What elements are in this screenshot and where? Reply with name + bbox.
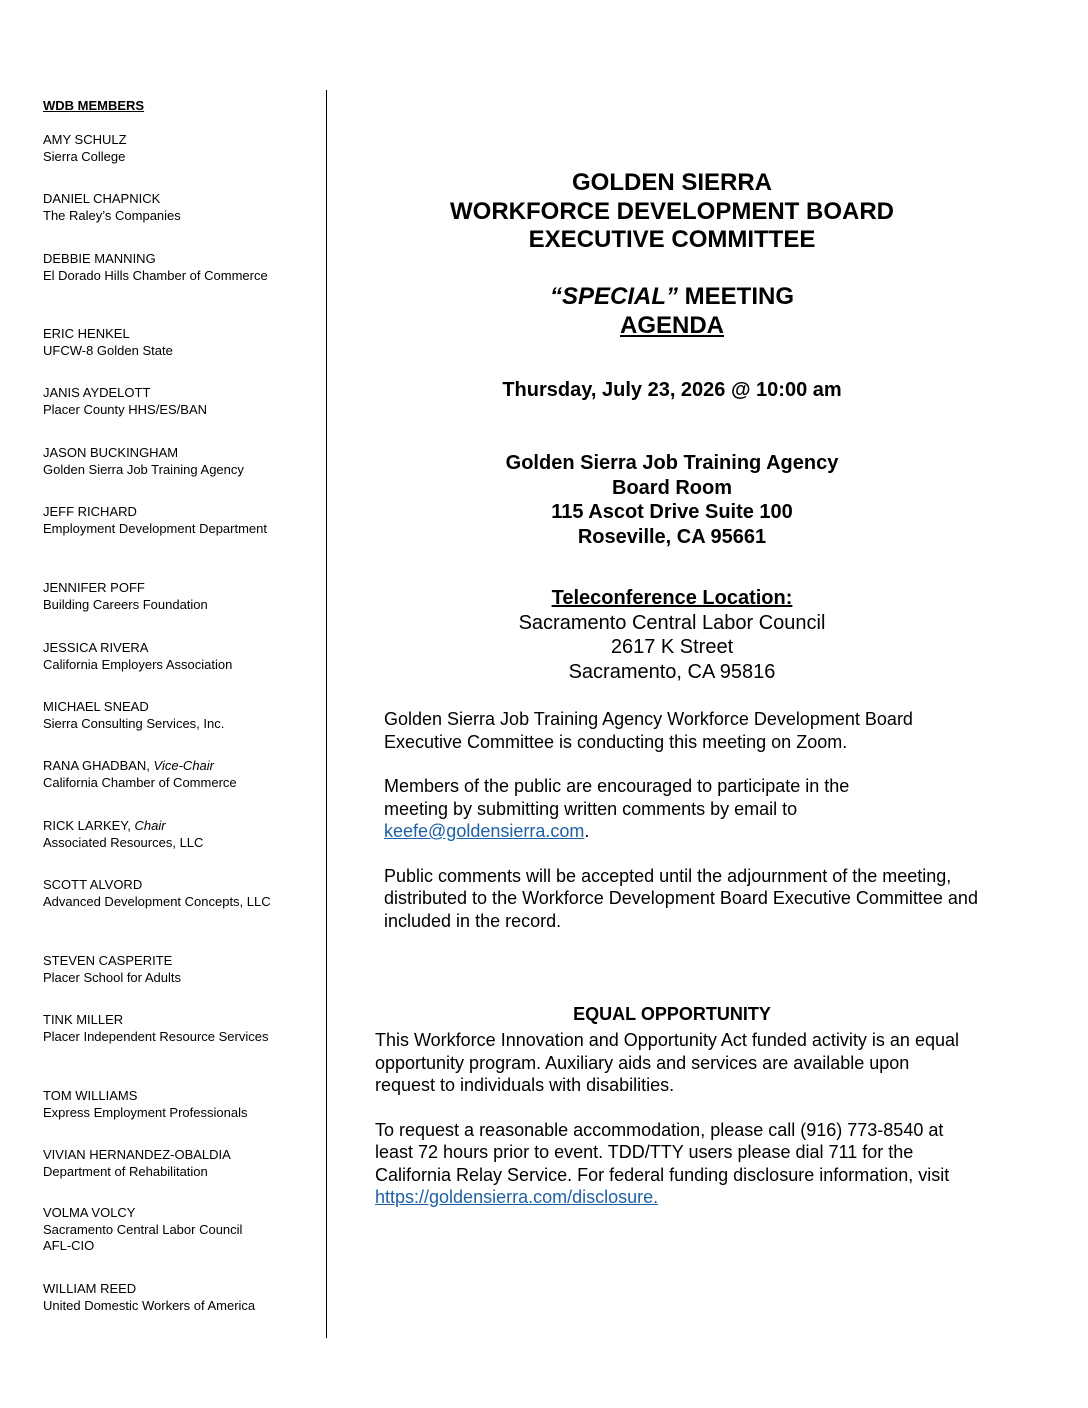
member-name bbox=[43, 953, 273, 970]
member-name bbox=[43, 877, 273, 894]
member-entry bbox=[43, 1088, 273, 1121]
member-name bbox=[43, 132, 273, 149]
title-line-2: WORKFORCE DEVELOPMENT BOARD bbox=[450, 197, 894, 225]
member-name bbox=[43, 326, 273, 343]
member-name bbox=[43, 758, 273, 775]
member-organization: Golden Sierra Job Training Agency bbox=[43, 461, 244, 477]
member-name bbox=[43, 251, 273, 268]
eo-paragraph-2 bbox=[375, 1119, 980, 1209]
member-name-text: TOM WILLIAMS bbox=[43, 1088, 138, 1103]
agenda-title bbox=[340, 169, 1004, 255]
member-name-text: VIVIAN HERNANDEZ-OBALDIA bbox=[43, 1147, 231, 1162]
member-entry bbox=[43, 326, 273, 359]
special-label: “SPECIAL” bbox=[549, 283, 678, 310]
member-name-text: WILLIAM REED bbox=[43, 1281, 137, 1296]
member-entry bbox=[43, 445, 273, 478]
member-entry bbox=[43, 699, 273, 732]
member-entry bbox=[43, 877, 273, 910]
column-divider bbox=[326, 90, 327, 1338]
location-line-3: 115 Ascot Drive Suite 100 bbox=[551, 501, 793, 523]
title-line-3: EXECUTIVE COMMITTEE bbox=[528, 226, 816, 253]
eo-paragraph-1: This Workforce Innovation and Opportunity Act funded activity is an equal opportunity program. Auxiliary aids and services are available upon request to individuals with disabilities. bbox=[375, 1030, 959, 1095]
zoom-paragraph-1: Golden Sierra Job Training Agency Workforce Development Board Executive Committee is conducting this meeting on Zoom. bbox=[384, 709, 913, 752]
member-entry bbox=[43, 132, 273, 165]
member-organization: Associated Resources, LLC bbox=[43, 834, 204, 850]
teleconference-line-2: 2617 K Street bbox=[610, 636, 734, 658]
member-name bbox=[43, 818, 273, 835]
member-name bbox=[43, 385, 273, 402]
member-entry bbox=[43, 1281, 273, 1314]
member-name-text: DEBBIE MANNING bbox=[43, 251, 156, 266]
agenda-label: AGENDA bbox=[619, 311, 724, 339]
meeting-label: MEETING bbox=[678, 283, 795, 310]
member-entry bbox=[43, 1205, 273, 1255]
teleconference-location bbox=[340, 586, 1004, 684]
member-entry bbox=[43, 640, 273, 673]
member-name-text: ERIC HENKEL bbox=[43, 326, 130, 341]
member-organization: Building Careers Foundation bbox=[43, 596, 208, 612]
member-name bbox=[43, 445, 273, 462]
member-organization: California Employers Association bbox=[43, 656, 233, 672]
member-name-text: JENNIFER POFF bbox=[43, 580, 145, 595]
location-line-1: Golden Sierra Job Training Agency bbox=[505, 452, 839, 474]
member-organization: Sacramento Central Labor Council AFL-CIO bbox=[43, 1221, 243, 1253]
member-name-text: DANIEL CHAPNICK bbox=[43, 191, 161, 206]
zoom-paragraph-2 bbox=[384, 775, 904, 843]
member-name-text: JASON BUCKINGHAM bbox=[43, 445, 179, 460]
location-line-2: Board Room bbox=[612, 476, 732, 499]
member-name-text: VOLMA VOLCY bbox=[43, 1205, 136, 1220]
title-line-1: GOLDEN SIERRA bbox=[571, 169, 772, 196]
member-organization: Advanced Development Concepts, LLC bbox=[43, 893, 271, 909]
member-name-text: AMY SCHULZ bbox=[43, 132, 127, 147]
member-name bbox=[43, 699, 273, 716]
member-name bbox=[43, 1205, 273, 1222]
member-entry bbox=[43, 251, 273, 284]
member-entry bbox=[43, 191, 273, 224]
member-organization: Sierra College bbox=[43, 148, 126, 164]
special-meeting-line bbox=[340, 283, 1004, 312]
member-name-text: RICK LARKEY, bbox=[43, 818, 131, 833]
member-organization: Department of Rehabilitation bbox=[43, 1163, 208, 1179]
member-entry bbox=[43, 1147, 273, 1180]
meeting-type bbox=[340, 283, 1004, 340]
member-name-text: JEFF RICHARD bbox=[43, 504, 137, 519]
member-entry bbox=[43, 504, 273, 537]
member-organization: UFCW-8 Golden State bbox=[43, 342, 173, 358]
member-organization: United Domestic Workers of America bbox=[43, 1297, 256, 1313]
member-name-text: JESSICA RIVERA bbox=[43, 640, 149, 655]
member-organization: Express Employment Professionals bbox=[43, 1104, 248, 1120]
member-name-text: MICHAEL SNEAD bbox=[43, 699, 149, 714]
zoom-notice bbox=[384, 708, 979, 932]
member-name bbox=[43, 1088, 273, 1105]
member-name-text: JANIS AYDELOTT bbox=[43, 385, 151, 400]
member-organization: Employment Development Department bbox=[43, 520, 267, 536]
member-name bbox=[43, 504, 273, 521]
member-name bbox=[43, 1281, 273, 1298]
member-entry bbox=[43, 385, 273, 418]
member-organization: The Raley’s Companies bbox=[43, 207, 181, 223]
member-organization: Placer School for Adults bbox=[43, 969, 182, 985]
member-role: Vice-Chair bbox=[153, 758, 214, 773]
member-name-text: TINK MILLER bbox=[43, 1012, 124, 1027]
zoom-paragraph-2-end: . bbox=[584, 821, 590, 841]
meeting-location bbox=[340, 451, 1004, 549]
member-entry bbox=[43, 818, 273, 851]
member-role: Chair bbox=[134, 818, 166, 833]
member-name-text: RANA GHADBAN, bbox=[43, 758, 150, 773]
member-organization: Placer Independent Resource Services bbox=[43, 1028, 269, 1044]
member-organization: El Dorado Hills Chamber of Commerce bbox=[43, 267, 268, 283]
member-entry bbox=[43, 1012, 273, 1045]
member-name bbox=[43, 191, 273, 208]
equal-opportunity-heading: EQUAL OPPORTUNITY bbox=[573, 1004, 771, 1024]
zoom-paragraph-3: Public comments will be accepted until the adjournment of the meeting, distributed to the Workforce Development Board Executive Committee and included in the record. bbox=[384, 865, 978, 931]
member-name-text: SCOTT ALVORD bbox=[43, 877, 143, 892]
member-entry bbox=[43, 580, 273, 613]
member-organization: Placer County HHS/ES/BAN bbox=[43, 401, 208, 417]
teleconference-line-3: Sacramento, CA 95816 bbox=[568, 660, 776, 683]
member-name bbox=[43, 640, 273, 657]
member-name bbox=[43, 1012, 273, 1029]
member-entry bbox=[43, 758, 273, 791]
member-organization: California Chamber of Commerce bbox=[43, 774, 237, 790]
zoom-paragraph-2-text: Members of the public are encouraged to participate in the meeting by submitting written comments by email to bbox=[384, 776, 850, 819]
meeting-datetime: Thursday, July 23, 2026 @ 10:00 am bbox=[502, 379, 842, 401]
teleconference-heading: Teleconference Location: bbox=[551, 587, 793, 609]
members-heading: WDB MEMBERS bbox=[43, 98, 145, 113]
member-entry bbox=[43, 953, 273, 986]
disclosure-link[interactable]: https://goldensierra.com/disclosure. bbox=[375, 1187, 659, 1207]
member-name-text: STEVEN CASPERITE bbox=[43, 953, 173, 968]
email-link[interactable]: keefe@goldensierra.com bbox=[384, 821, 585, 841]
location-line-4: Roseville, CA 95661 bbox=[577, 525, 767, 548]
members-sidebar bbox=[43, 98, 318, 1313]
member-name bbox=[43, 580, 273, 597]
equal-opportunity-section bbox=[375, 1029, 980, 1209]
member-organization: Sierra Consulting Services, Inc. bbox=[43, 715, 225, 731]
eo-paragraph-2-text: To request a reasonable accommodation, please call (916) 773-8540 at least 72 hours prior to event. TDD/TTY users please dial 711 for the California Relay Service. For federal funding disclosure information, visit bbox=[375, 1119, 950, 1185]
teleconference-line-1: Sacramento Central Labor Council bbox=[518, 611, 826, 634]
member-name bbox=[43, 1147, 273, 1164]
